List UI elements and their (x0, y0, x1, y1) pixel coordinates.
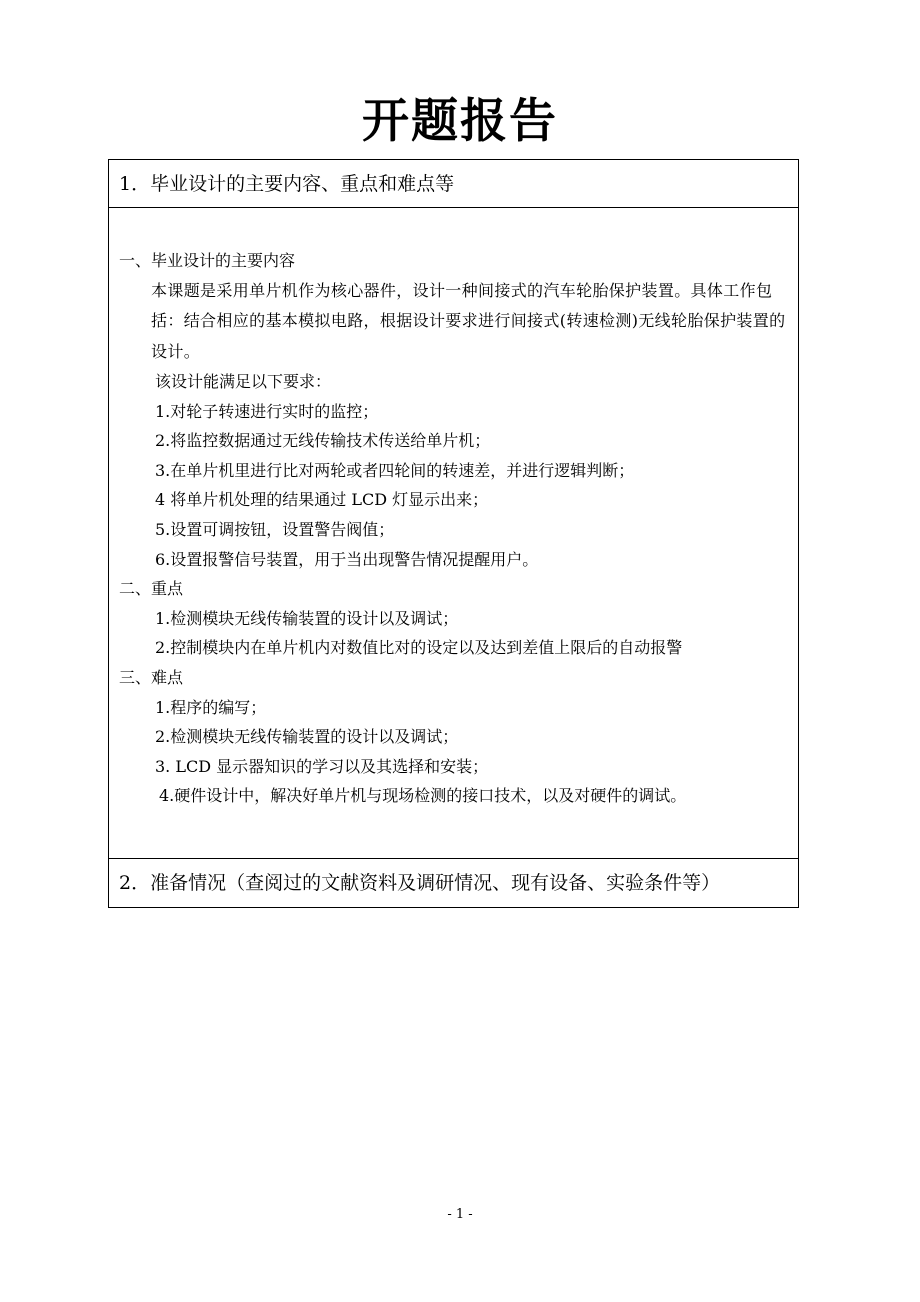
requirement-item: 6.设置报警信号装置，用于当出现警告情况提醒用户。 (155, 549, 539, 569)
key-points-heading: 二、重点 (119, 579, 184, 599)
intro-paragraph: 本课题是采用单片机作为核心器件，设计一种间接式的汽车轮胎保护装置。具体工作包括：结合相应的基本模拟电路，根据设计要求进行间接式(转速检测)无线轮胎保护装置的设计。 (151, 280, 786, 361)
requirement-item: 3.在单片机里进行比对两轮或者四轮间的转速差，并进行逻辑判断； (155, 460, 635, 480)
difficulty-item: 2.检测模块无线传输装置的设计以及调试； (155, 727, 459, 747)
requirement-item: 4 将单片机处理的结果通过 LCD 灯显示出来； (155, 490, 489, 510)
requirements-lead: 该设计能满足以下要求： (155, 372, 332, 392)
requirement-item: 1.对轮子转速进行实时的监控； (155, 401, 379, 421)
page-title: 开题报告 (362, 94, 558, 149)
section-2-heading: 2．准备情况（查阅过的文献资料及调研情况、现有设备、实验条件等） (109, 858, 798, 906)
difficulty-item: 3. LCD 显示器知识的学习以及其选择和安装； (155, 756, 489, 776)
report-table (108, 159, 799, 908)
key-point-item: 2.控制模块内在单片机内对数值比对的设定以及达到差值上限后的自动报警 (155, 638, 683, 658)
key-point-item: 1.检测模块无线传输装置的设计以及调试； (155, 608, 459, 628)
difficulties-heading: 三、难点 (119, 668, 184, 688)
difficulty-item: 4.硬件设计中，解决好单片机与现场检测的接口技术，以及对硬件的调试。 (159, 786, 687, 806)
requirement-item: 5.设置可调按钮，设置警告阀值； (155, 520, 395, 540)
difficulty-item: 1.程序的编写； (155, 697, 267, 717)
requirement-item: 2.将监控数据通过无线传输技术传送给单片机； (155, 431, 491, 451)
section-1-body (119, 246, 794, 811)
section-1-heading: 1．毕业设计的主要内容、重点和难点等 (109, 160, 798, 208)
page-number: - 1 - (447, 1207, 473, 1222)
main-content-heading: 一、毕业设计的主要内容 (119, 251, 296, 270)
